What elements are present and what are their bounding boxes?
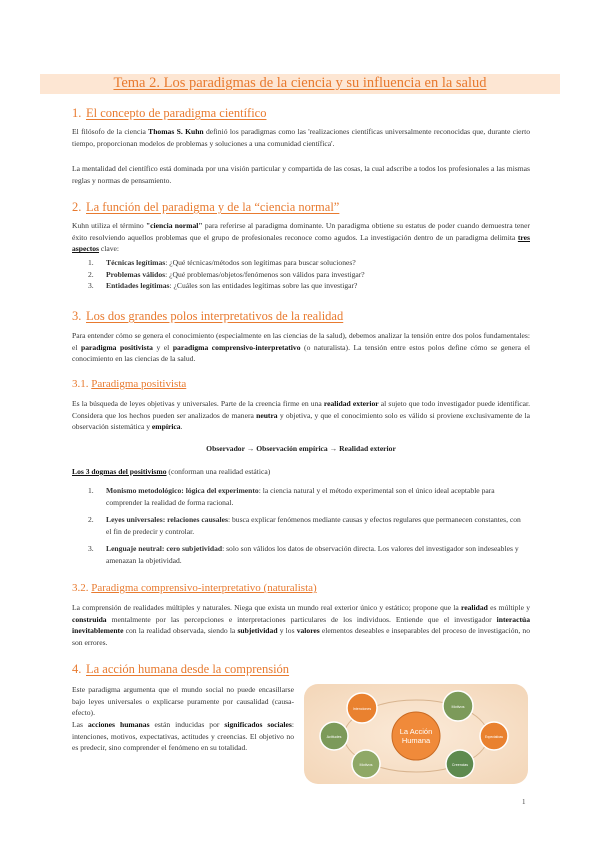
section-3-heading [72,309,343,324]
text: La comprensión de realidades múltiples y naturales. Niega que exista un mundo real exterior único y estático; propone que la [72,603,461,612]
list-item [88,485,528,508]
dogmas-heading [72,466,530,478]
section-2-number: 2. [72,200,82,214]
text: Para entender cómo se genera el conocimiento (especialmente en las ciencias de la salud), debemos analizar la tensión entre dos polos fundamentales: el [72,331,530,352]
bold-text: Problemas válidos [106,269,166,279]
list-item [88,543,528,566]
text: y los [277,626,297,636]
diagram-node-label: Motivos [451,705,465,709]
diagram-center-label-2: Humana [401,736,431,745]
section-3-paragraph [72,330,530,365]
section-1-number: 1. [72,106,82,120]
diagram-center-label-1: La Acción [399,727,433,736]
diagram-node-label: Creencias [451,763,469,767]
bold-text: neutra [256,410,278,420]
list-number: 1. [88,486,94,495]
text: : ¿Qué problemas/objetos/fenómenos son válidos para investigar? [165,269,365,279]
bold-text: realidad [460,603,488,612]
text: y objetiva, y que el conocimiento solo es válido si proviene exclusivamente de la observación sistemática y [72,410,530,432]
diagram-node-label: Actitudes [326,735,342,739]
bold-text: Entidades legítimas [106,281,170,291]
bold-text: Técnicas legítimas [106,258,166,267]
text: (conforman una realidad estática) [166,467,271,476]
list-item [88,257,528,269]
diagram-node-label: Motivos [359,763,373,767]
diagram-node-label: Expectativas [484,735,504,739]
bold-text: paradigma comprensivo-interpretativo [172,342,301,352]
text: : la ciencia natural y el método experimental son el único ideal aceptable para comprender la realidad de forma racional. [106,486,495,507]
positivism-flow-line: Observador → Observación empírica → Realidad exterior [206,444,396,453]
bold-text: "ciencia normal" [145,221,203,230]
list-item [88,269,528,281]
text: Kuhn utiliza el término [72,221,146,230]
section-4-heading [72,662,289,677]
bold-text: paradigma positivista [81,342,153,352]
section-3-1-paragraph [72,398,530,433]
section-3-2-number: 3.2. [72,582,89,594]
document-title: Tema 2. Los paradigmas de la ciencia y su influencia en la salud [40,74,560,94]
bold-underlined-text: tres aspectos [72,232,530,254]
section-1-heading [72,106,266,121]
section-3-1-title: Paradigma positivista [91,378,187,390]
list-number: 2. [88,269,94,279]
list-item [88,280,528,292]
text: (o naturalista). La tensión entre estos polos define cómo se genera el conocimiento en las ciencias de la salud. [72,342,530,364]
text: es múltiple y [487,603,530,612]
section-4-paragraph-2 [72,719,294,754]
text: : busca explicar fenómenos mediante causas y efectos regulares que permanecen constantes, con el fin de predecir y controlar. [106,515,521,536]
section-3-2-title: Paradigma comprensivo-interpretativo (naturalista) [91,582,317,594]
list-number: 2. [88,515,94,525]
bold-text: acciones humanas [87,720,150,729]
bold-text: empírica [151,422,181,432]
text: Es la búsqueda de leyes objetivas y universales. Parte de la creencia firme en una [72,399,324,408]
text: elementos deseables e inseparables del proceso de investigación, no son errores. [72,626,530,647]
bold-text: significados sociales [224,720,292,729]
section-3-2-paragraph [72,602,530,648]
list-item [88,514,528,537]
diagram-node-label: Intenciones [352,707,372,711]
section-3-title: Los dos grandes polos interpretativos de la realidad [86,309,344,323]
bold-text: subjetividad [237,626,278,636]
list-number: 1. [88,258,94,267]
text: Las [72,720,88,729]
text: clave: [99,244,120,254]
text: están inducidas por [149,720,225,729]
bold-text: realidad exterior [323,399,379,408]
section-2-list [88,257,528,292]
section-3-1-number: 3.1. [72,378,89,390]
text: para referirse al paradigma dominante. Un paradigma obtiene su estatus de poder cuando demuestra tener éxito resolviendo aquellos problemas que el grupo de profesionales reconoce como agudos. La investigación dentro de un paradigma delimita [72,221,530,242]
section-2-heading [72,200,339,215]
section-4-title: La acción humana desde la comprensión [86,662,290,676]
bold-text: Thomas S. Kuhn [148,127,204,136]
bold-text: interactúa inevitablemente [72,614,530,636]
bold-text: Lenguaje neutral: cero subjetividad [106,544,223,554]
text: : ¿Qué técnicas/métodos son legítimas para buscar soluciones? [165,258,356,267]
section-2-title: La función del paradigma y de la “ciencia normal” [86,200,340,214]
section-4-number: 4. [72,662,82,676]
bold-underlined-text: Los 3 dogmas del positivismo [72,467,167,476]
section-2-paragraph [72,220,530,255]
text: y el [152,342,173,352]
dogmas-list [88,485,528,567]
text: : intenciones, motivos, expectativas, actitudes y creencias. El objetivo no es predecir, sino comprender el fenómeno en su totalidad. [72,720,294,753]
human-action-diagram [304,684,528,784]
section-3-2-heading [72,582,317,594]
bold-text: construida [72,614,107,624]
list-number: 3. [88,544,94,554]
bold-text: valores [296,626,320,636]
page-number: 1 [522,798,526,806]
text: con la realidad observada, siendo la [123,626,238,636]
list-number: 3. [88,281,94,291]
text: El filósofo de la ciencia [72,127,149,136]
section-3-1-heading [72,378,186,390]
text: definió los paradigmas como las 'realizaciones científicas universalmente reconocidas que, durante cierto tiempo, proporcionan modelos de problemas y soluciones a una comunidad científica'. [72,127,530,148]
text: mentalmente por las percepciones e interpretaciones particulares de los individuos. Entiende que el investigador [106,614,497,624]
text: . [180,422,183,432]
section-3-number: 3. [72,309,82,323]
bold-text: Monismo metodológico: lógica del experimento [106,486,259,495]
section-1-paragraph-1 [72,126,530,149]
section-4-paragraph-1: Este paradigma argumenta que el mundo social no puede encasillarse bajo leyes universales o explicarse puramente por causalidad (causa-efecto). [72,685,294,718]
text: : ¿Cuáles son las entidades legítimas sobre las que investigar? [169,281,358,291]
section-1-paragraph-2: La mentalidad del científico está dominada por una visión particular y compartida de las cosas, la cual adscribe a todos los profesionales a las mismas reglas y normas de pensamiento. [72,164,530,185]
section-1-title: El concepto de paradigma científico [86,106,267,120]
bold-text: Leyes universales: relaciones causales [106,515,228,525]
text: : solo son válidos los datos de observación directa. Los valores del investigador son indeseables y amenazan la objetividad. [106,544,519,565]
text: al sujeto que todo investigador puede identificar. Considera que los hechos pueden ser analizados de manera [72,399,530,420]
